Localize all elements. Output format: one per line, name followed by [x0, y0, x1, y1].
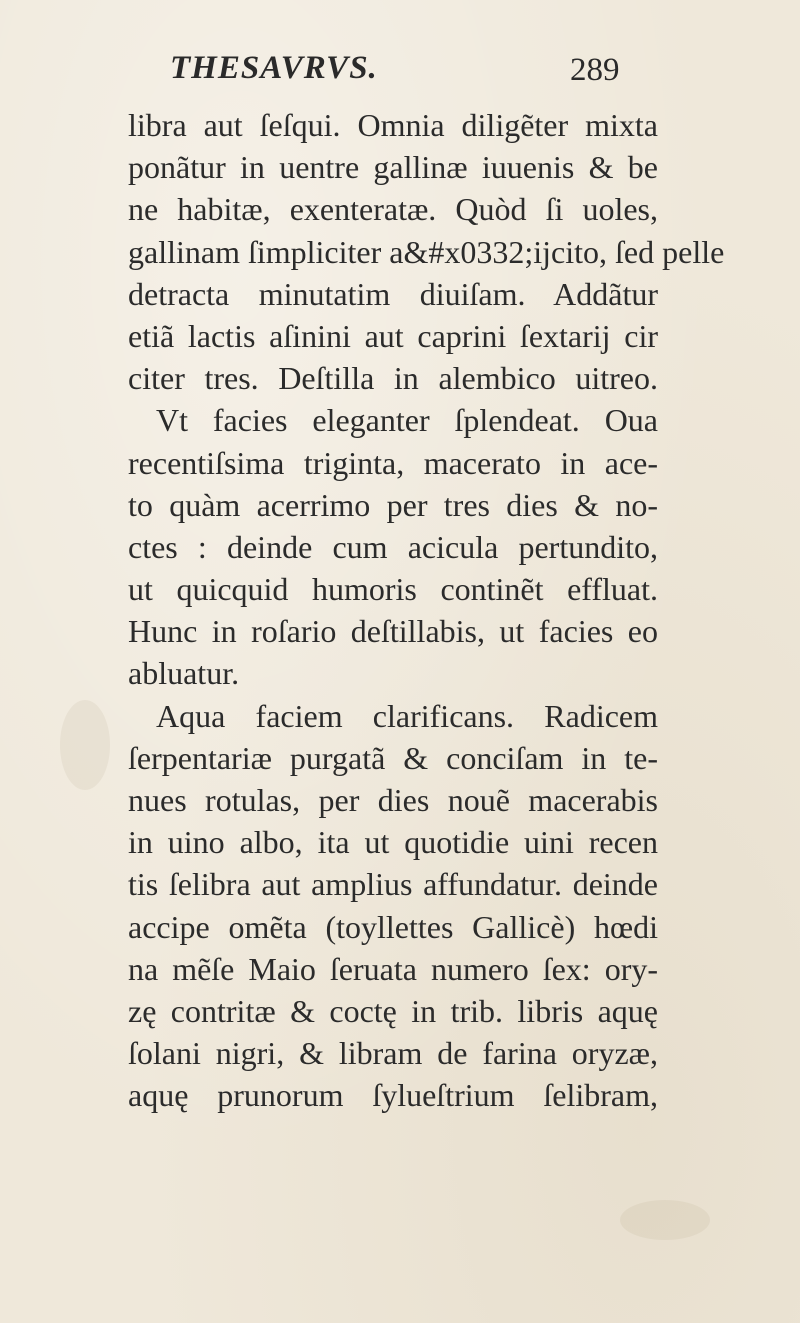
text-line: Hunc in roſario deſtillabis, ut facies eo [128, 613, 658, 650]
text-line: abluatur. [128, 655, 240, 692]
page-header [0, 50, 800, 100]
text-line: na mẽſe Maio ſeruata numero ſex: ory- [128, 950, 658, 987]
page-number: 289 [570, 52, 620, 88]
text-line: ponãtur in uentre gallinæ iuuenis & be [128, 149, 658, 186]
running-title: THESAVRVS. [170, 50, 378, 86]
text-line: aquę prunorum ſylueſtrium ſelibram, [128, 1077, 658, 1114]
text-line: citer tres. Deſtilla in alembico uitreo. [128, 360, 658, 397]
text-line: Vt facies eleganter ſplendeat. Oua [156, 402, 658, 439]
text-line: nues rotulas, per dies nouẽ macerabis [128, 782, 658, 818]
text-line: ctes : deinde cum acicula pertundito, [128, 528, 658, 565]
text-line: libra aut ſeſqui. Omnia diligẽter mixta [128, 107, 658, 143]
text-line: in uino albo, ita ut quotidie uini recen [128, 824, 658, 861]
text-line: tis ſelibra aut amplius affundatur. deinde [128, 866, 658, 903]
text-line: gallinam ſimpliciter a&#x0332;ijcito, ſed pelle [128, 233, 725, 270]
text-line: recentiſsima triginta, macerato in ace- [128, 444, 658, 481]
text-line: etiã lactis aſinini aut caprini ſextarij cir [128, 317, 658, 354]
text-line: to quàm acerrimo per tres dies & no- [128, 486, 658, 523]
text-line: ut quicquid humoris continẽt effluat. [128, 571, 658, 608]
text-line: accipe omẽta (toyllettes Gallicè) hœdi [128, 908, 658, 945]
text-line: Aqua faciem clarificans. Radicem [156, 697, 658, 734]
text-line: ne habitæ, exenteratæ. Quòd ſi uoles, [128, 191, 658, 228]
text-line: detracta minutatim diuiſam. Addãtur [128, 275, 658, 312]
body-text [128, 104, 725, 1117]
paper-stain [620, 1200, 710, 1240]
text-line: zę contritæ & coctę in trib. libris aquę [128, 992, 658, 1029]
paper-stain [60, 700, 110, 790]
text-line: ſerpentariæ purgatã & conciſam in te- [128, 739, 658, 776]
text-line: ſolani nigri, & libram de farina oryzæ, [128, 1035, 658, 1072]
